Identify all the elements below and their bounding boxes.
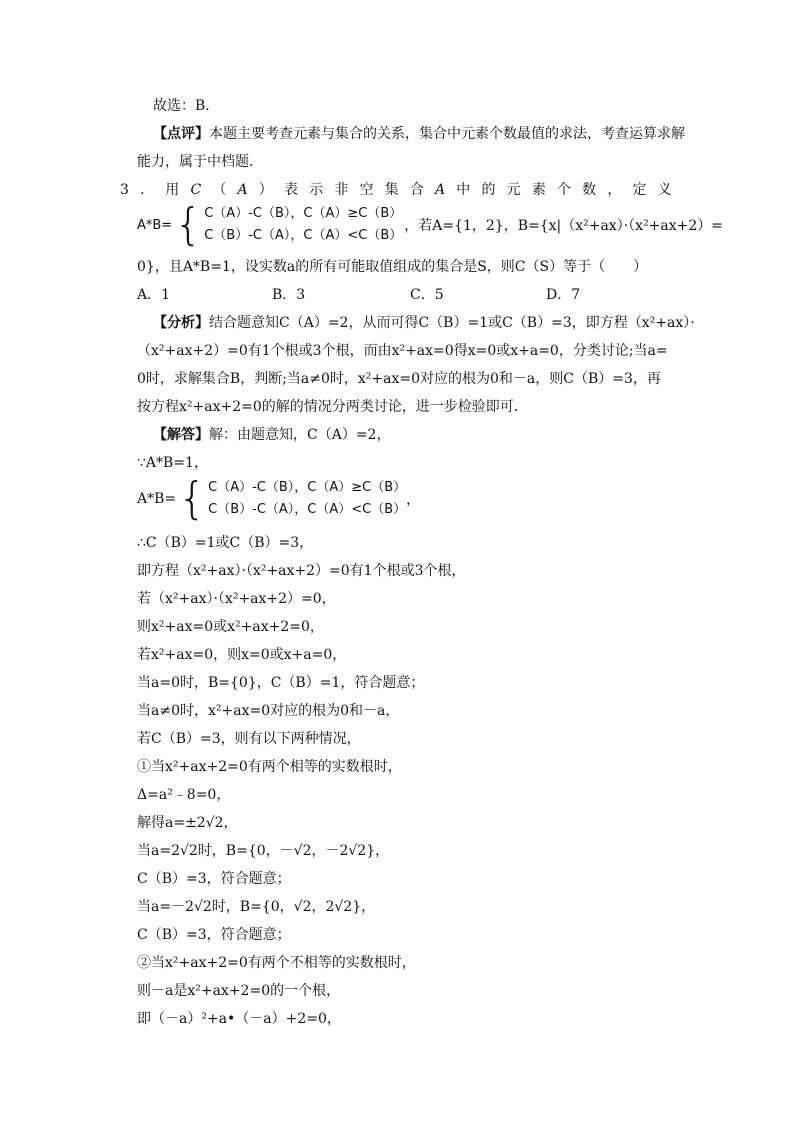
left-brace: {: [174, 199, 203, 250]
q-char: 非: [334, 182, 349, 198]
solution-step: C（B）=3，符合题意；: [137, 871, 291, 887]
q-char: 用: [165, 182, 180, 198]
q-char: ．: [140, 182, 155, 198]
solution-marker: 【解答】: [153, 427, 209, 443]
q-char: 义: [657, 182, 672, 198]
solution-step: 即（－a）²+a•（－a）+2=0，: [137, 1011, 341, 1027]
question-number: 3: [120, 182, 129, 198]
definition-suffix: ，: [406, 492, 421, 508]
comment-marker: 【点评】: [153, 126, 209, 142]
q-char: 素: [531, 182, 546, 198]
q-char: 空: [359, 182, 374, 198]
q-char: 的: [481, 182, 496, 198]
option-b: B．3: [272, 287, 306, 303]
q-char: （: [212, 182, 227, 198]
comment-line-2: 能力，属于中档题．: [137, 154, 263, 170]
solution-step: ∴C（B）=1或C（B）=3，: [137, 535, 314, 551]
q-char: C: [190, 182, 202, 198]
q-char: 集: [384, 182, 399, 198]
option-d: D．7: [546, 287, 581, 303]
case-2: C（B）-C（A），C（A）<C（B）: [208, 502, 407, 517]
left-brace: {: [178, 473, 207, 524]
solution-step: 当a=0时，B={0}，C（B）=1，符合题意；: [137, 675, 425, 691]
analysis-line-4: 按方程x²+ax+2=0的解的情况分两类讨论，进一步检验即可．: [137, 399, 528, 415]
comment-line: [153, 124, 685, 144]
analysis-line-3: 0时，求解集合B，判断;当a≠0时，x²+ax=0对应的根为0和－a，则C（B）=3，再: [137, 371, 661, 387]
analysis-marker: 【分析】: [153, 315, 209, 331]
solution-step: 当a=2√2时，B={0，－√2，－2√2}，: [137, 843, 390, 859]
option-c: C．5: [410, 287, 444, 303]
q-char: 个: [556, 182, 571, 198]
option-a: A．1: [137, 287, 171, 303]
solution-step: ①当x²+ax+2=0有两个相等的实数根时，: [137, 759, 402, 775]
definition-piecewise: [137, 199, 724, 250]
analysis-line-1: [153, 313, 695, 333]
cases: [204, 203, 402, 247]
comment-text: 本题主要考查元素与集合的关系，集合中元素个数最值的求法，考查运算求解: [209, 126, 685, 142]
solution-step: 当a≠0时，x²+ax=0对应的根为0和－a，: [137, 703, 400, 719]
solution-step: 若x²+ax=0，则x=0或x+a=0，: [137, 647, 347, 663]
q-char: 表: [283, 182, 298, 198]
q-char: 元: [506, 182, 521, 198]
q-char: ，: [607, 182, 622, 198]
q-char: 示: [309, 182, 324, 198]
solution-step: 若C（B）=3，则有以下两种情况，: [137, 731, 361, 747]
case-1: C（A）-C（B），C（A）≥C（B）: [208, 480, 407, 495]
q-char: 定: [632, 182, 647, 198]
solution-step: ②当x²+ax+2=0有两个不相等的实数根时，: [137, 955, 416, 971]
question-3-line: [120, 180, 672, 200]
solution-step: Δ=a²﹣8=0，: [137, 787, 231, 803]
solution-step: 解得a=±2√2，: [137, 815, 238, 831]
solution-step: 则x²+ax=0或x²+ax+2=0，: [137, 619, 324, 635]
q-char: 数: [582, 182, 597, 198]
solution-step: 即方程（x²+ax）·（x²+ax+2）=0有1个根或3个根，: [137, 563, 466, 579]
definition-prefix: A*B=: [137, 217, 173, 233]
question-line-3: 0}，且A*B=1，设实数a的所有可能取值组成的集合是S，则C（S）等于（ ）: [137, 259, 648, 275]
solution-line-1: [153, 425, 390, 445]
q-char: A: [435, 182, 446, 198]
q-char: ）: [258, 182, 273, 198]
solution-step: 若（x²+ax）·（x²+ax+2）=0，: [137, 591, 336, 607]
analysis-line-2: （x²+ax+2）=0有1个根或3个根，而由x²+ax=0得x=0或x+a=0，分类讨论;当a=: [137, 343, 668, 359]
solution-step: 当a=－2√2时，B={0，√2，2√2}，: [137, 899, 376, 915]
answer-choice-line: 故选：B．: [153, 98, 220, 114]
q-char: 中: [456, 182, 471, 198]
solution-piecewise: [137, 473, 421, 524]
cases: [208, 477, 406, 521]
case-1: C（A）-C（B），C（A）≥C（B）: [204, 206, 403, 221]
definition-prefix: A*B=: [137, 491, 177, 507]
analysis-text: 结合题意知C（A）=2，从而可得C（B）=1或C（B）=3，即方程（x²+ax）·: [209, 315, 695, 331]
definition-suffix: ，若A={1，2}，B={x|（x²+ax）·（x²+ax+2）=: [404, 218, 724, 234]
case-2: C（B）-C（A），C（A）<C（B）: [204, 228, 403, 243]
solution-step: C（B）=3，符合题意；: [137, 927, 291, 943]
q-char: A: [237, 182, 248, 198]
solution-step: ∵A*B=1，: [137, 455, 208, 471]
solution-step: 则－a是x²+ax+2=0的一个根，: [137, 983, 341, 999]
q-char: 合: [409, 182, 424, 198]
solution-text: 解：由题意知，C（A）=2，: [209, 427, 391, 443]
